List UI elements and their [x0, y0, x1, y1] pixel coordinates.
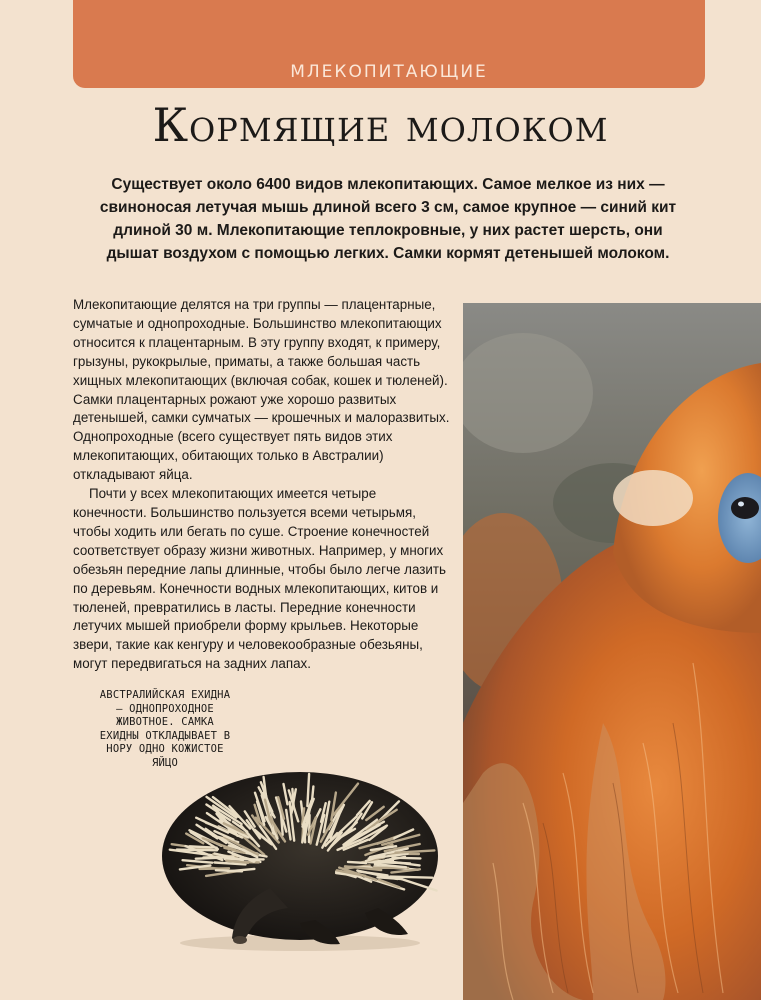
golden-monkey-photo: [463, 303, 761, 1000]
intro-paragraph: Существует около 6400 видов млекопитающих. Самое мелкое из них — свиноносая летучая мышь длиной всего 3 см, самое крупное — синий кит длиной 30 м. Млекопитающие теплокровные, у них растет шерсть, они дышат воздухом с помощью легких. Самки кормят детенышей молоком.: [99, 176, 677, 262]
echidna-spine: [200, 868, 230, 869]
echidna-spine: [393, 858, 421, 859]
body-paragraph: Млекопитающие делятся на три группы — плацентарные, сумчатые и однопроходные. Большинство млекопитающих относится к плацентарным. В эту группу входят, к примеру, грызуны, рукокрылые, приматы, а также большая часть хищных млекопитающих (включая собак, кошек и тюленей). Самки плацентарных рожают уже хорошо развитых детенышей, самки сумчатых — крошечных и малоразвитых. Однопроходные (всего существует пять видов этих млекопитающих, обитающих только в Австралии) откладывают яйца.: [73, 297, 450, 483]
echidna-illustration: [140, 738, 445, 956]
echidna-spine: [307, 774, 309, 806]
body-paragraph: Почти у всех млекопитающих имеется четыре конечности. Большинство пользуется всеми четырьмя, чтобы ходить или бегать по суше. Строение конечностей соответствует образу жизни животных. Например, у многих обезьян передние лапы длинные, чтобы было легче лазить по деревьям. Конечности водных млекопитающих, китов и тюленей, превратились в ласты. Передние конечности летучих мышей приобрели форму крыльев. Некоторые звери, такие как кенгуру и человекообразные обезьяны, могут передвигаться на задних лапах.: [73, 486, 446, 672]
section-label: МЛЕКОПИТАЮЩИЕ: [290, 62, 488, 82]
echidna-spine: [309, 815, 310, 842]
echidna-caption: АВСТРАЛИЙСКАЯ ЕХИДНА — ОДНОПРОХОДНОЕ ЖИВОТНОЕ. САМКА ЕХИДНЫ ОТКЛАДЫВАЕТ В НОРУ ОДНО КОЖИСТОЕ ЯЙЦО: [99, 689, 231, 769]
page-title: Кормящие молоком: [152, 98, 609, 152]
echidna-spine: [312, 786, 314, 803]
header-band: [73, 0, 705, 88]
echidna-spine: [348, 862, 366, 863]
body-text: [73, 296, 453, 674]
echidna-spine: [190, 846, 217, 847]
echidna-spine: [216, 870, 242, 871]
